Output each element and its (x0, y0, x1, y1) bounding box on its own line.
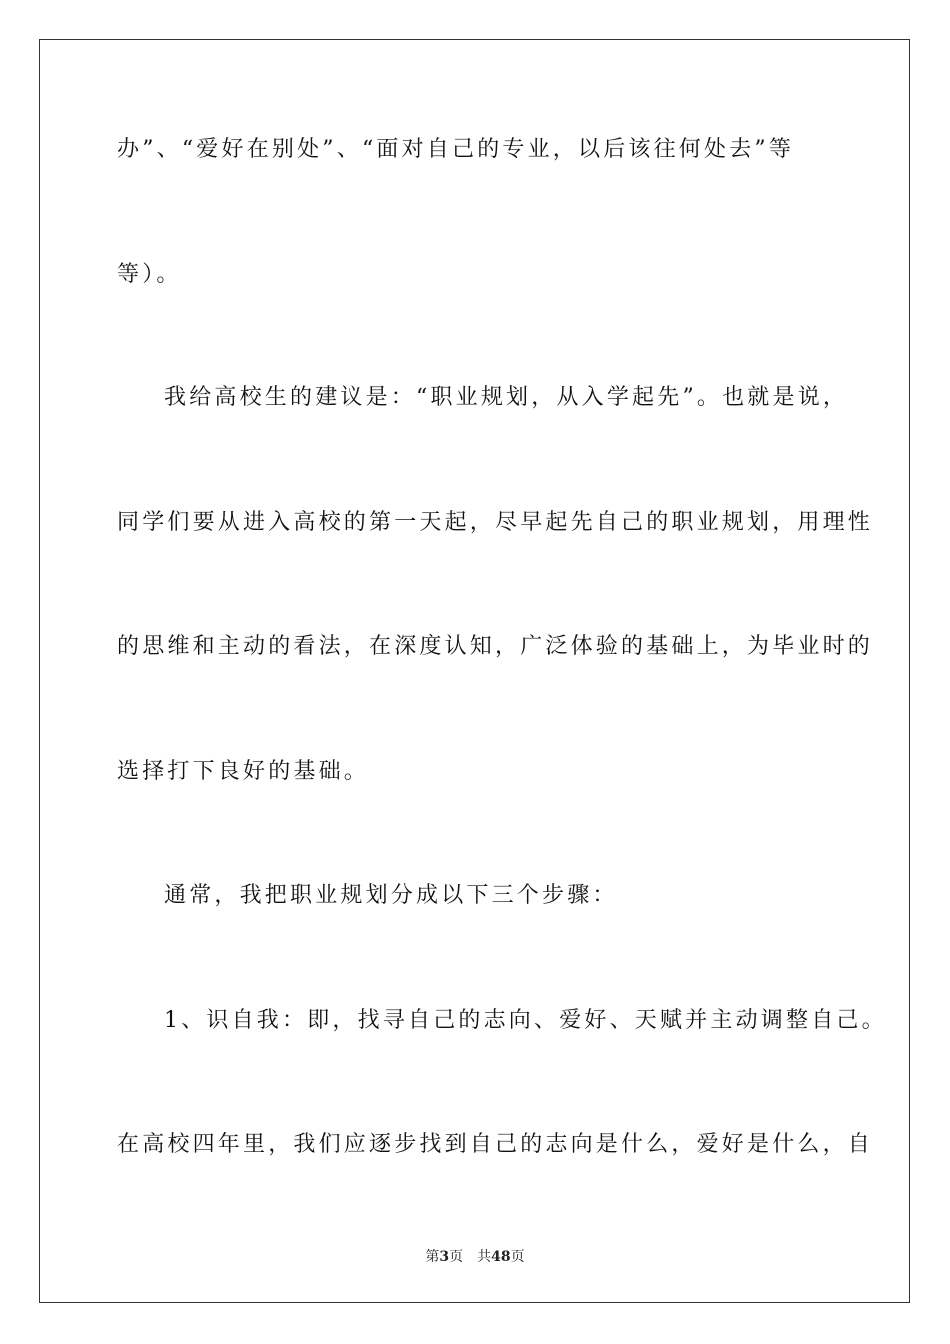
text-line-6: 选择打下良好的基础。 (117, 759, 370, 784)
text-line-9: 在高校四年里，我们应逐步找到自己的志向是什么，爱好是什么，自 (117, 1132, 874, 1157)
text-line-5: 的思维和主动的看法，在深度认知，广泛体验的基础上，为毕业时的 (117, 634, 874, 659)
total-prefix: 共 (477, 1249, 492, 1265)
text-line-4: 同学们要从进入高校的第一天起，尽早起先自己的职业规划，用理性 (117, 510, 874, 535)
total-pages: 48 (491, 1249, 511, 1265)
page-footer (0, 1248, 950, 1266)
text-line-8: 1、识自我：即，找寻自己的志向、爱好、天赋并主动调整自己。 (164, 1008, 887, 1033)
page-suffix: 页 (449, 1249, 464, 1265)
page-prefix: 第 (425, 1249, 440, 1265)
total-suffix: 页 (510, 1249, 525, 1265)
page-border (39, 39, 910, 1303)
text-line-2: 等）。 (117, 262, 182, 287)
page-number: 3 (439, 1249, 450, 1265)
text-line-7: 通常，我把职业规划分成以下三个步骤： (164, 883, 618, 908)
text-line-3: 我给高校生的建议是：“职业规划，从入学起先”。也就是说， (164, 385, 849, 410)
text-line-1: 办”、“爱好在别处”、“面对自己的专业，以后该往何处去”等 (117, 137, 795, 162)
